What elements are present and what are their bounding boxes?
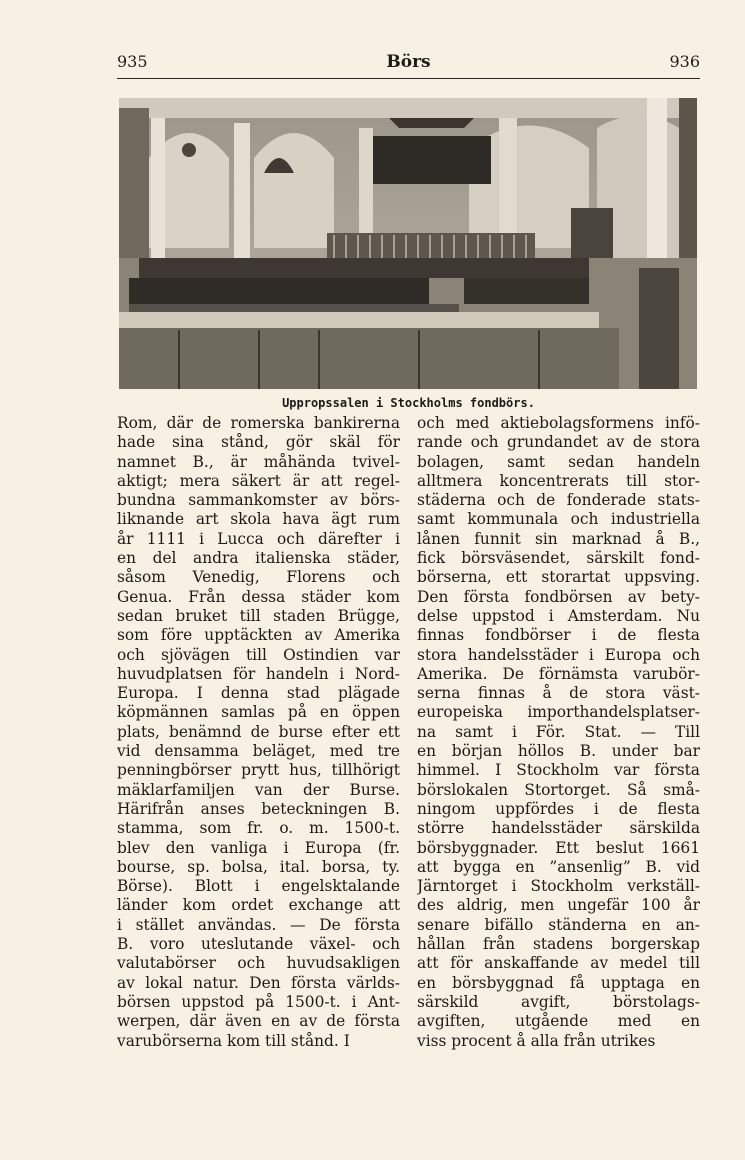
running-header <box>117 50 700 79</box>
text-line: des aldrig, men ungefär 100 år <box>417 896 700 915</box>
text-line: huvudplatsen för handeln i Nord- <box>117 664 400 683</box>
text-line: serna finnas å de stora väst- <box>417 684 700 703</box>
text-line: och med aktiebolagsformens infö- <box>417 414 700 432</box>
left-text-column <box>117 414 400 1051</box>
text-line: särskild avgift, börstolags- <box>417 992 700 1011</box>
text-line: som före upptäckten av Amerika <box>117 626 400 645</box>
text-line: Härifrån anses beteckningen B. <box>117 799 400 818</box>
text-line: bundna sammankomster av börs- <box>117 491 400 510</box>
text-line: och sjövägen till Ostindien var <box>117 645 400 664</box>
text-line: werpen, där även en av de första <box>117 1012 400 1031</box>
text-line: namnet B., är måhända tvivel- <box>117 452 400 471</box>
text-line: städerna och de fonderade stats- <box>417 491 700 510</box>
hall-illustration <box>119 98 697 389</box>
text-line: större handelsstäder särskilda <box>417 819 700 838</box>
text-line: en del andra italienska städer, <box>117 549 400 568</box>
text-line: Järntorget i Stockholm verkställ- <box>417 877 700 896</box>
text-line: bolagen, samt sedan handeln <box>417 452 700 471</box>
text-line: i stället användas. — De första <box>117 915 400 934</box>
text-line: senare bifällo ständerna en an- <box>417 915 700 934</box>
right-text-column <box>417 414 700 1051</box>
text-line: himmel. I Stockholm var första <box>417 761 700 780</box>
text-line: hade sina stånd, gör skäl för <box>117 433 400 452</box>
text-line: B. voro uteslutande växel- och <box>117 935 400 954</box>
text-line: samt kommunala och industriella <box>417 510 700 529</box>
header-title: Börs <box>386 52 431 72</box>
text-line: mäklarfamiljen van der Burse. <box>117 780 400 799</box>
text-line: en börsbyggnad få upptaga en <box>417 973 700 992</box>
text-line: na samt i För. Stat. — Till <box>417 722 700 741</box>
text-line: plats, benämnd de burse efter ett <box>117 722 400 741</box>
text-line: Amerika. De förnämsta varubör- <box>417 664 700 683</box>
text-line: vid densamma beläget, med tre <box>117 742 400 761</box>
text-line: rande och grundandet av de stora <box>417 433 700 452</box>
text-line: köpmännen samlas på en öppen <box>117 703 400 722</box>
text-line: år 1111 i Lucca och därefter i <box>117 529 400 548</box>
text-line: penningbörser prytt hus, tillhörigt <box>117 761 400 780</box>
text-line: att bygga en ”ansenlig” B. vid <box>417 857 700 876</box>
text-line: börsbyggnader. Ett beslut 1661 <box>417 838 700 857</box>
text-line: att för anskaffande av medel till <box>417 954 700 973</box>
text-line: blev den vanliga i Europa (fr. <box>117 838 400 857</box>
text-line: lånen funnit sin marknad å B., <box>417 529 700 548</box>
text-line: europeiska importhandelsplatser- <box>417 703 700 722</box>
text-line: länder kom ordet exchange att <box>117 896 400 915</box>
text-line: såsom Venedig, Florens och <box>117 568 400 587</box>
text-line: ningom uppfördes i de flesta <box>417 799 700 818</box>
text-line: Börse). Blott i engelsktalande <box>117 877 400 896</box>
text-line: sedan bruket till staden Brügge, <box>117 606 400 625</box>
text-line: avgiften, utgående med en <box>417 1012 700 1031</box>
text-line: varubörserna kom till stånd. I <box>117 1031 350 1050</box>
text-line: stora handelsstäder i Europa och <box>417 645 700 664</box>
text-line: liknande art skola hava ägt rum <box>117 510 400 529</box>
stock-exchange-hall-photo <box>119 98 697 389</box>
text-line: delse uppstod i Amsterdam. Nu <box>417 606 700 625</box>
text-line: hållan från stadens borgerskap <box>417 935 700 954</box>
text-line: bourse, sp. bolsa, ital. borsa, ty. <box>117 857 400 876</box>
text-line: alltmera koncentrerats till stor- <box>417 471 700 490</box>
text-line: en början höllos B. under bar <box>417 742 700 761</box>
text-line: börslokalen Stortorget. Så små- <box>417 780 700 799</box>
text-line: börsen uppstod på 1500-t. i Ant- <box>117 992 400 1011</box>
text-line: viss procent å alla från utrikes <box>417 1031 656 1050</box>
text-line: av lokal natur. Den första världs- <box>117 973 400 992</box>
figure-caption: Uppropssalen i Stockholms fondbörs. <box>282 396 535 410</box>
text-line: Genua. Från dessa städer kom <box>117 587 400 606</box>
text-line: Den första fondbörsen av bety- <box>417 587 700 606</box>
text-line: fick börsväsendet, särskilt fond- <box>417 549 700 568</box>
text-line: stamma, som fr. o. m. 1500-t. <box>117 819 400 838</box>
text-line: finnas fondbörser i de flesta <box>417 626 700 645</box>
left-page-number: 935 <box>117 52 148 71</box>
text-line: börserna, ett storartat uppsving. <box>417 568 700 587</box>
text-line: Europa. I denna stad plägade <box>117 684 400 703</box>
text-line: aktigt; mera säkert är att regel- <box>117 471 400 490</box>
text-line: valutabörser och huvudsakligen <box>117 954 400 973</box>
text-line: Rom, där de romerska bankirerna <box>117 414 400 432</box>
right-page-number: 936 <box>669 52 700 71</box>
